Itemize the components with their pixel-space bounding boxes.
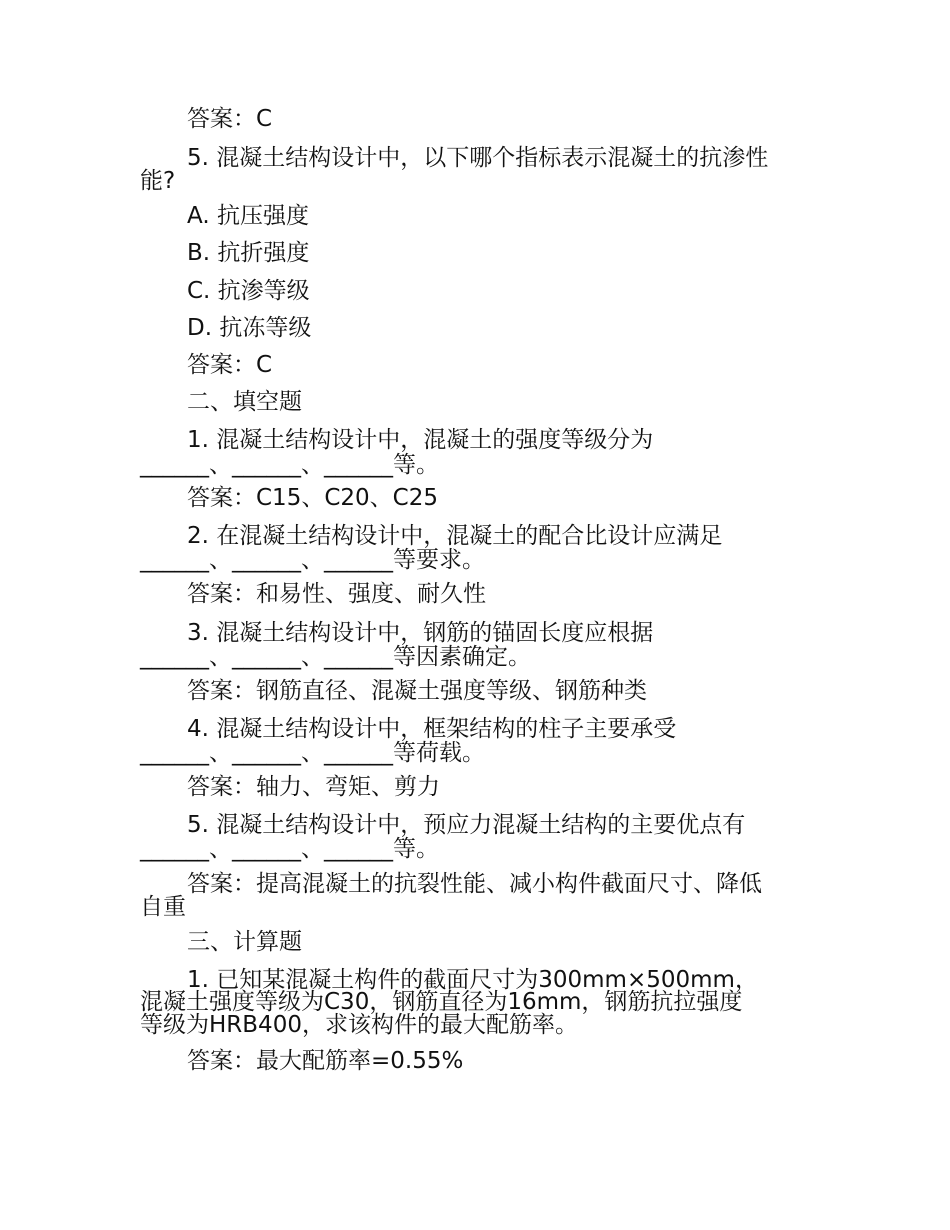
- blank-line: ______、______、______等因素确定。: [140, 644, 531, 670]
- option-d: D. 抗冻等级: [187, 315, 312, 341]
- question-line-cont: 能?: [140, 168, 176, 194]
- answer-line: 答案：C15、C20、C25: [187, 485, 438, 511]
- answer-line: 答案：C: [187, 352, 273, 378]
- answer-line: 答案：C: [187, 106, 273, 132]
- answer-line: 答案：最大配筋率=0.55%: [187, 1048, 464, 1074]
- question-line: 1. 混凝土结构设计中，混凝土的强度等级分为: [187, 427, 654, 453]
- section-heading: 三、计算题: [187, 929, 302, 955]
- answer-line: 答案：提高混凝土的抗裂性能、减小构件截面尺寸、降低: [187, 871, 762, 897]
- question-line: 5. 混凝土结构设计中，预应力混凝土结构的主要优点有: [187, 812, 746, 838]
- blank-line: ______、______、______等。: [140, 836, 439, 862]
- option-a: A. 抗压强度: [187, 203, 309, 229]
- question-line: 5. 混凝土结构设计中，以下哪个指标表示混凝土的抗渗性: [187, 145, 769, 171]
- question-line: 3. 混凝土结构设计中，钢筋的锚固长度应根据: [187, 620, 654, 646]
- blank-line: ______、______、______等。: [140, 452, 439, 478]
- option-c: C. 抗渗等级: [187, 278, 310, 304]
- answer-line: 答案：钢筋直径、混凝土强度等级、钢筋种类: [187, 678, 647, 704]
- question-line: 2. 在混凝土结构设计中，混凝土的配合比设计应满足: [187, 523, 723, 549]
- blank-line: ______、______、______等荷载。: [140, 740, 485, 766]
- blank-line: ______、______、______等要求。: [140, 547, 485, 573]
- answer-line: 答案：轴力、弯矩、剪力: [187, 774, 440, 800]
- question-line: 1. 已知某混凝土构件的截面尺寸为300mm×500mm，: [187, 967, 758, 993]
- question-line-cont: 等级为HRB400，求该构件的最大配筋率。: [140, 1012, 578, 1038]
- section-heading: 二、填空题: [187, 389, 302, 415]
- option-b: B. 抗折强度: [187, 240, 310, 266]
- question-line-cont: 混凝土强度等级为C30，钢筋直径为16mm，钢筋抗拉强度: [140, 989, 743, 1015]
- answer-line-cont: 自重: [140, 894, 186, 920]
- question-line: 4. 混凝土结构设计中，框架结构的柱子主要承受: [187, 716, 677, 742]
- answer-line: 答案：和易性、强度、耐久性: [187, 581, 486, 607]
